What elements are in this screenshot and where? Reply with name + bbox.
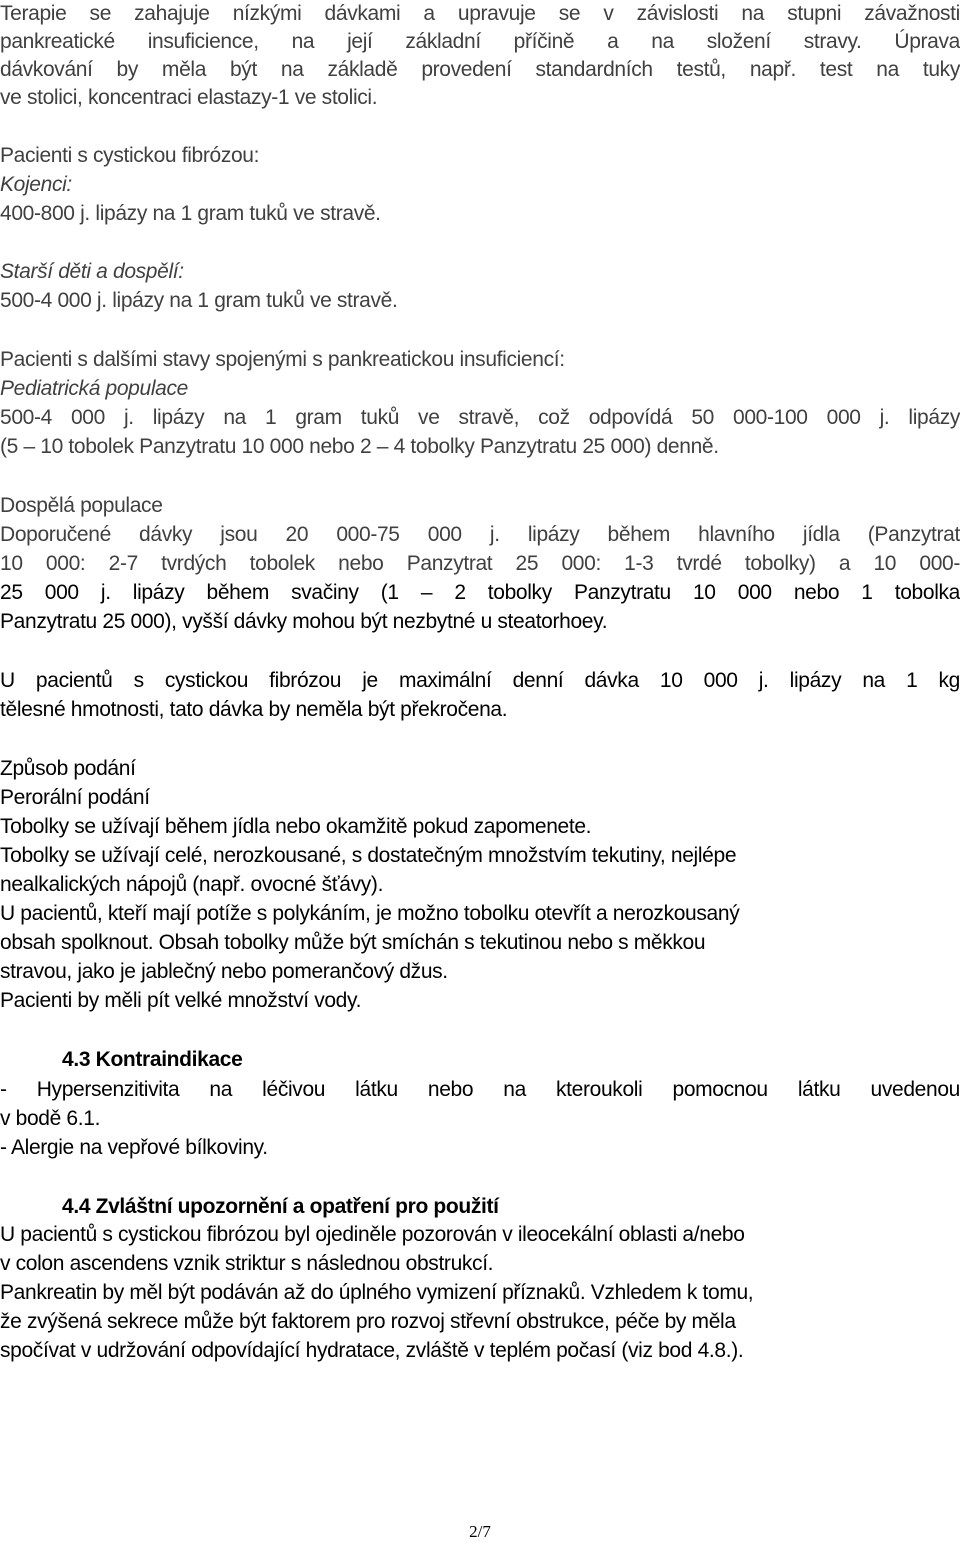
max-dose-line-1: U pacientů s cystickou fibrózou je maximální denní dávka 10 000 j. lipázy na 1 kg: [0, 669, 960, 692]
warn-line-5: spočívat v udržování odpovídající hydratace, zvláště v teplém počasí (viz bod 4.8.).: [0, 1339, 744, 1362]
warn-line-4: že zvýšená sekrece může být faktorem pro rozvoj střevní obstrukce, péče by měla: [0, 1310, 736, 1333]
intro-line-3: dávkování by měla být na základě provedení standardních testů, např. test na tuky: [0, 58, 960, 81]
admin-line-3: nealkalických nápojů (např. ovocné šťávy).: [0, 873, 384, 896]
adult-label: Dospělá populace: [0, 494, 163, 517]
max-dose-line-2: tělesné hmotnosti, tato dávka by neměla být překročena.: [0, 698, 508, 721]
adult-line-1: Doporučené dávky jsou 20 000-75 000 j. lipázy během hlavního jídla (Panzytrat: [0, 523, 960, 546]
admin-line-1: Tobolky se užívají během jídla nebo okamžitě pokud zapomenete.: [0, 815, 592, 838]
intro-line-2: pankreatické insuficience, na její základní příčině a na složení stravy. Úprava: [0, 30, 960, 53]
contra-item-1: - Hypersenzitivita na léčivou látku nebo na kteroukoli pomocnou látku uvedenou: [0, 1078, 960, 1101]
warn-heading: 4.4 Zvláštní upozornění a opatření pro použití: [62, 1195, 499, 1218]
admin-heading: Způsob podání: [0, 757, 136, 780]
warn-line-2: v colon ascendens vznik striktur s následnou obstrukcí.: [0, 1252, 494, 1275]
cf-heading: Pacienti s cystickou fibrózou:: [0, 144, 260, 167]
pediatric-line-2: (5 – 10 tobolek Panzytratu 10 000 nebo 2 – 4 tobolky Panzytratu 25 000) denně.: [0, 435, 719, 458]
admin-line-4: U pacientů, kteří mají potíže s polykáním, je možno tobolku otevřít a nerozkousaný: [0, 902, 740, 925]
other-heading: Pacienti s dalšími stavy spojenými s pankreatickou insuficiencí:: [0, 348, 565, 371]
admin-line-5: obsah spolknout. Obsah tobolky může být smíchán s tekutinou nebo s měkkou: [0, 931, 706, 954]
intro-line-4: ve stolici, koncentraci elastazy-1 ve stolici.: [0, 86, 378, 109]
admin-line-7: Pacienti by měli pít velké množství vody.: [0, 989, 362, 1012]
contra-item-2: - Alergie na vepřové bílkoviny.: [0, 1136, 268, 1159]
adult-line-3: 25 000 j. lipázy během svačiny (1 – 2 tobolky Panzytratu 10 000 nebo 1 tobolka: [0, 581, 960, 604]
adult-line-2: 10 000: 2-7 tvrdých tobolek nebo Panzytrat 25 000: 1-3 tvrdé tobolky) a 10 000-: [0, 552, 960, 575]
warn-line-1: U pacientů s cystickou fibrózou byl ojediněle pozorován v ileocekální oblasti a/nebo: [0, 1223, 745, 1246]
contra-item-1-cont: v bodě 6.1.: [0, 1107, 101, 1130]
pediatric-line-1: 500-4 000 j. lipázy na 1 gram tuků ve stravě, což odpovídá 50 000-100 000 j. lipázy: [0, 406, 960, 429]
admin-route: Perorální podání: [0, 786, 150, 809]
warn-line-3: Pankreatin by měl být podáván až do úplného vymizení příznaků. Vzhledem k tomu,: [0, 1281, 754, 1304]
older-label: Starší děti a dospělí:: [0, 260, 184, 283]
infants-dose: 400-800 j. lipázy na 1 gram tuků ve stravě.: [0, 202, 381, 225]
contra-heading: 4.3 Kontraindikace: [62, 1048, 243, 1071]
admin-line-2: Tobolky se užívají celé, nerozkousané, s dostatečným množstvím tekutiny, nejlépe: [0, 844, 737, 867]
infants-label: Kojenci:: [0, 173, 72, 196]
pediatric-label: Pediatrická populace: [0, 377, 188, 400]
older-dose: 500-4 000 j. lipázy na 1 gram tuků ve stravě.: [0, 289, 398, 312]
intro-line-1: Terapie se zahajuje nízkými dávkami a upravuje se v závislosti na stupni závažnosti: [0, 2, 960, 25]
admin-line-6: stravou, jako je jablečný nebo pomerančový džus.: [0, 960, 448, 983]
adult-line-4: Panzytratu 25 000), vyšší dávky mohou být nezbytné u steatorhoey.: [0, 610, 608, 633]
page-number: 2/7: [469, 1522, 491, 1541]
